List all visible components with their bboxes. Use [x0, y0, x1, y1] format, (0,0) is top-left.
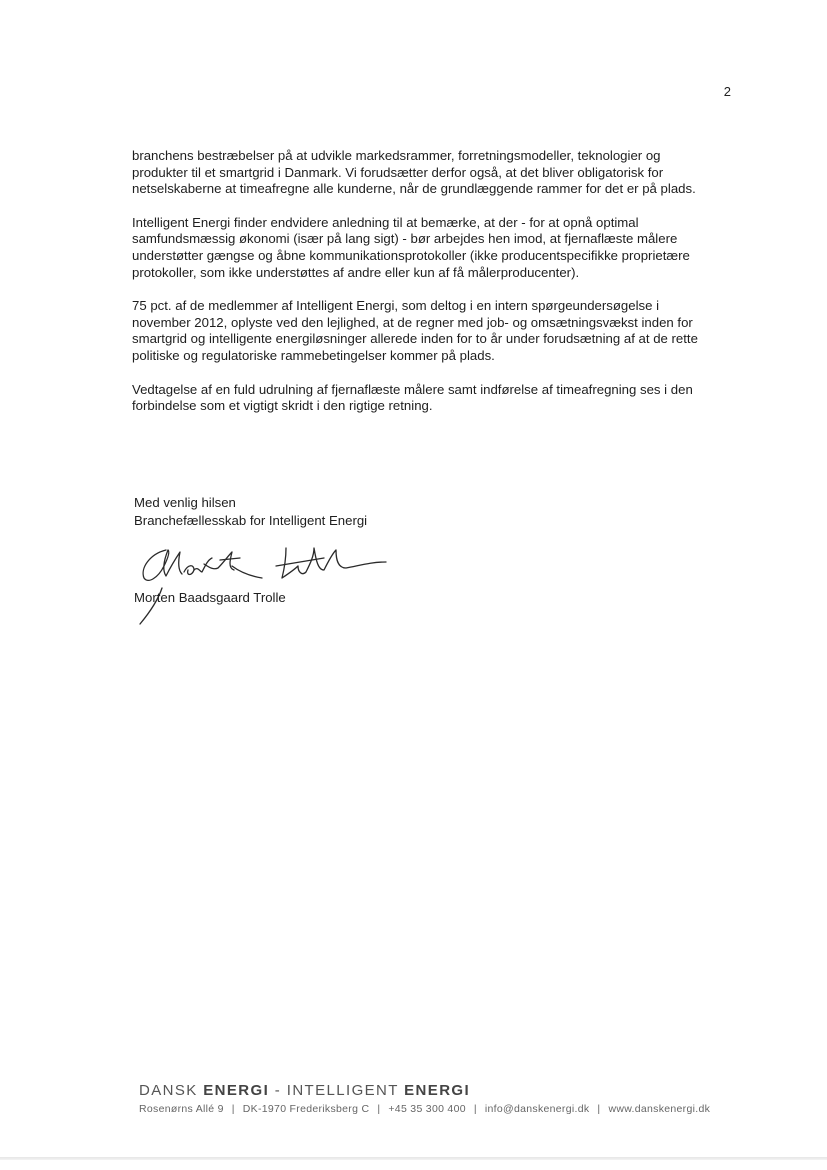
closing-organization: Branchefællesskab for Intelligent Energi [134, 513, 368, 528]
letterhead-footer [139, 1082, 710, 1115]
closing-block [134, 494, 367, 530]
brand-part-dansk: DANSK [139, 1082, 198, 1099]
paragraph-1: branchens bestræbelser på at udvikle markedsrammer, forretningsmodeller, teknologier og produkter til et smartgrid i Danmark. Vi forudsætter derfor også, at det bliver obligatorisk for netselskaberne at timeafregne alle kunderne, når de grundlæggende rammer for det er på plads. [132, 148, 696, 197]
footer-contact-line [139, 1103, 710, 1115]
footer-email: info@danskenergi.dk [484, 1103, 590, 1115]
page-number: 2 [723, 84, 731, 99]
footer-divider: | [473, 1103, 477, 1115]
footer-divider: | [377, 1103, 381, 1115]
footer-divider: | [597, 1103, 601, 1115]
brand-separator: - [274, 1082, 282, 1099]
letter-body [132, 148, 717, 432]
footer-brand [139, 1082, 710, 1099]
footer-website: www.danskenergi.dk [608, 1103, 711, 1115]
closing-greeting: Med venlig hilsen [134, 495, 236, 510]
footer-address: Rosenørns Allé 9 [139, 1103, 224, 1115]
footer-divider: | [231, 1103, 235, 1115]
paragraph-4: Vedtagelse af en fuld udrulning af fjernaflæste målere samt indførelse af timeafregning ses i den forbindelse som et vigtigt skridt i den rigtige retning. [132, 381, 693, 414]
footer-phone: +45 35 300 400 [388, 1103, 466, 1115]
brand-part-energi-2: ENERGI [404, 1082, 471, 1099]
signer-name: Morten Baadsgaard Trolle [134, 590, 286, 605]
footer-postal: DK-1970 Frederiksberg C [242, 1103, 370, 1115]
paragraph-2: Intelligent Energi finder endvidere anledning til at bemærke, at der - for at opnå optimal samfundsmæssig økonomi (især på lang sigt) - bør arbejdes hen imod, at fjernaflæste målere understøtter gængse og åbne kommunikationsprotokoller (ikke producentspecifikke proprietære protokoller, som ikke understøttes af andre eller kun af få målerproducenter). [132, 214, 690, 280]
handwritten-signature [128, 538, 398, 633]
paragraph-3: 75 pct. af de medlemmer af Intelligent Energi, som deltog i en intern spørgeundersøgelse i november 2012, oplyste ved den lejlighed, at de regner med job- og omsætningsvækst inden for smartgrid og intelligente energiløsninger allerede inden for to år under forudsætning af at de rette politiske og regulatoriske rammebetingelser kommer på plads. [132, 298, 698, 363]
brand-part-energi: ENERGI [203, 1082, 270, 1099]
brand-part-intelligent: INTELLIGENT [286, 1082, 399, 1099]
page-bottom-edge [0, 1157, 827, 1160]
